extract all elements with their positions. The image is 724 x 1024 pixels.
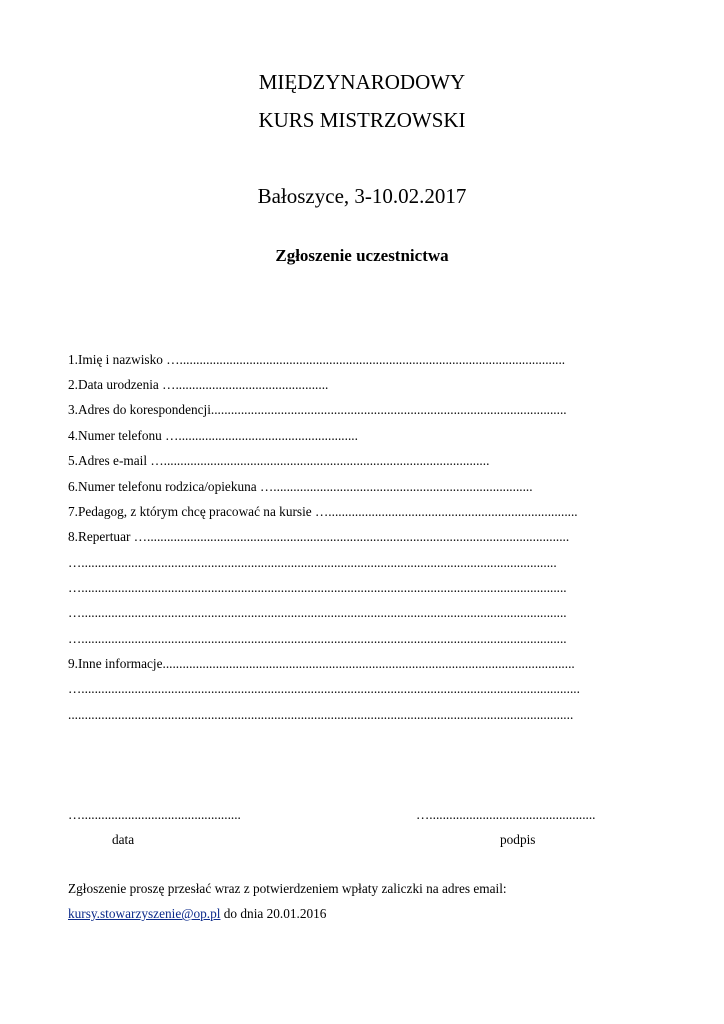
email-link[interactable]: kursy.stowarzyszenie@op.pl — [68, 906, 221, 921]
field-repertoire-cont-3: ….................................................................................................................................................. — [68, 605, 567, 620]
sign-signature-line: ….................................................. — [416, 807, 596, 822]
field-teacher: 7.Pedagog, z którym chcę pracować na kursie …........................................................................... — [68, 504, 578, 519]
title-line-1: MIĘDZYNARODOWY — [258, 70, 466, 94]
field-repertoire: 8.Repertuar …............................................................................................................................... — [68, 529, 570, 544]
field-email: 5.Adres e-mail ….................................................................................................. — [68, 453, 490, 468]
form-subtitle: Zgłoszenie uczestnictwa — [275, 246, 449, 265]
field-repertoire-cont-2: ….................................................................................................................................................. — [68, 580, 567, 595]
field-birthdate: 2.Data urodzenia ….............................................. — [68, 377, 329, 392]
date-label: data — [112, 832, 135, 847]
place-date: Bałoszyce, 3-10.02.2017 — [257, 184, 467, 208]
field-address: 3.Adres do korespondencji........................................................................................................... — [68, 402, 567, 417]
field-guardian-phone: 6.Numer telefonu rodzica/opiekuna ….............................................................................. — [68, 479, 533, 494]
field-other-info-cont-2: ........................................................................................................................................................ — [68, 707, 574, 722]
title-line-2: KURS MISTRZOWSKI — [258, 108, 466, 132]
field-name: 1.Imię i nazwisko ….................................................................................................................... — [68, 352, 566, 367]
field-other-info-cont-1: …...................................................................................................................................................... — [68, 681, 580, 696]
deadline-text: do dnia 20.01.2016 — [220, 906, 327, 921]
sign-label: podpis — [500, 832, 536, 847]
field-repertoire-cont-1: …............................................................................................................................................... — [68, 555, 557, 570]
footer-instruction: Zgłoszenie proszę przesłać wraz z potwierdzeniem wpłaty zaliczki na adres email: — [68, 881, 507, 896]
field-phone: 4.Numer telefonu …...................................................... — [68, 428, 358, 443]
field-other-info: 9.Inne informacje............................................................................................................................ — [68, 656, 575, 671]
field-repertoire-cont-4: ….................................................................................................................................................. — [68, 631, 567, 646]
date-signature-line: …................................................ — [68, 807, 241, 822]
footer-contact — [68, 906, 326, 922]
